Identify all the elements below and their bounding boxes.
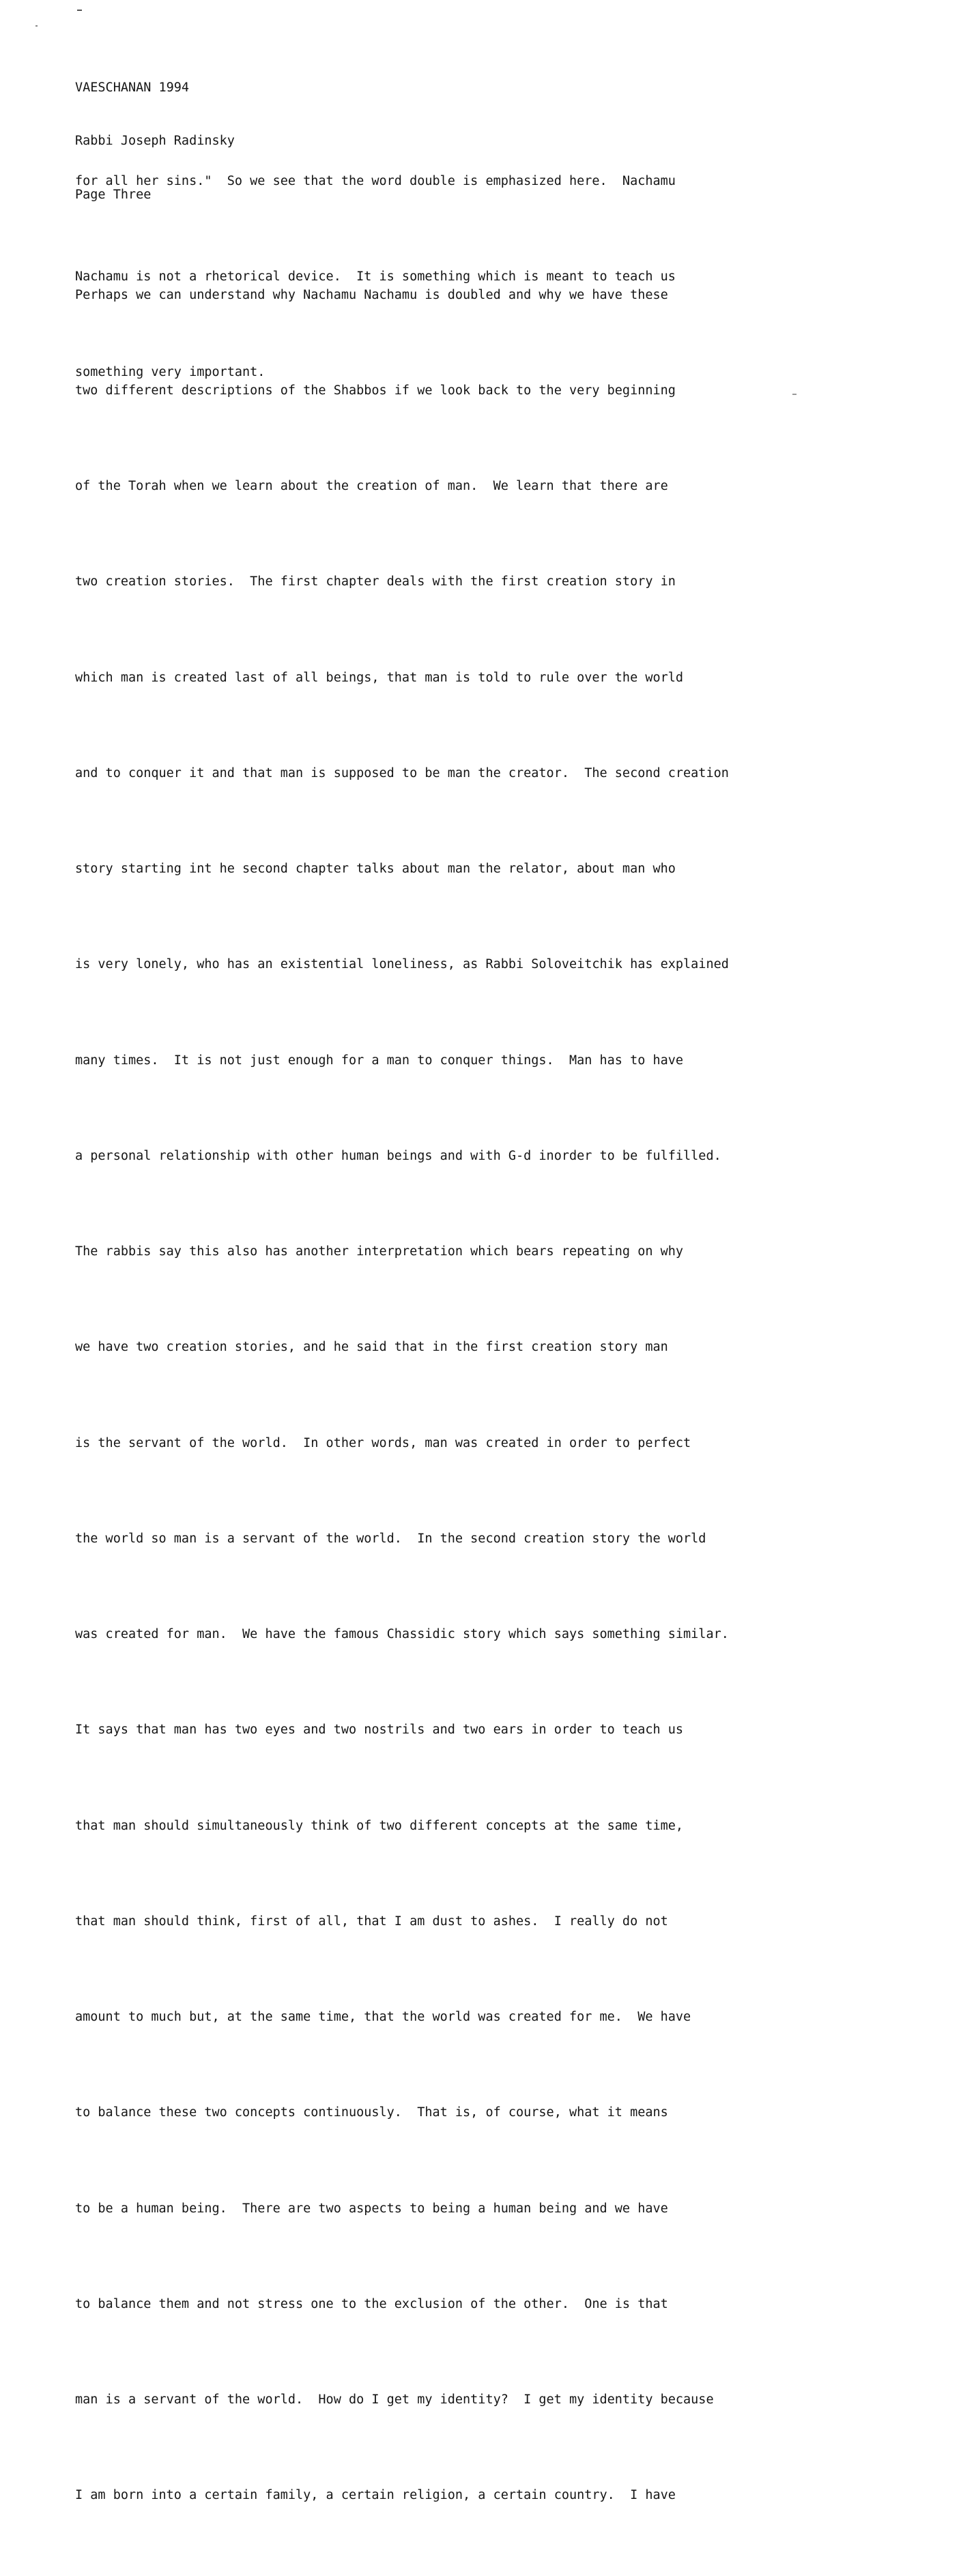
text-line: two different descriptions of the Shabbos if we look back to the very beginning <box>75 383 676 398</box>
text-line: which man is created last of all beings, that man is told to rule over the world <box>75 670 684 685</box>
text-line: that man should think, first of all, that I am dust to ashes. I really do not <box>75 1914 668 1929</box>
text-line: the world so man is a servant of the world. In the second creation story the world <box>75 1531 706 1546</box>
scan-artifact <box>77 10 82 11</box>
text-line: to be a human being. There are two aspects to being a human being and we have <box>75 2201 668 2216</box>
document-author: Rabbi Joseph Radinsky <box>75 134 235 149</box>
text-line: is the servant of the world. In other words, man was created in order to perfect <box>75 1435 691 1450</box>
text-line: something very important. <box>75 365 265 379</box>
text-line: is very lonely, who has an existential loneliness, as Rabbi Soloveitchik has explained <box>75 957 729 972</box>
text-line: amount to much but, at the same time, that the world was created for me. We have <box>75 2010 691 2024</box>
text-line: story starting int he second chapter talks about man the relator, about man who <box>75 862 676 876</box>
text-line: and to conquer it and that man is supposed to be man the creator. The second creation <box>75 765 729 780</box>
text-line: to balance them and not stress one to the exclusion of the other. One is that <box>75 2296 668 2311</box>
text-line: that man should simultaneously think of two different concepts at the same time, <box>75 1818 684 1833</box>
text-line: two creation stories. The first chapter deals with the first creation story in <box>75 574 676 589</box>
text-line: I am born into a certain family, a certain religion, a certain country. I have <box>75 2488 676 2503</box>
text-line: was created for man. We have the famous Chassidic story which says something similar. <box>75 1627 729 1641</box>
text-line: a personal relationship with other human beings and with G-d inorder to be fulfilled. <box>75 1148 721 1163</box>
text-line: man is a servant of the world. How do I get my identity? I get my identity because <box>75 2392 714 2407</box>
text-line: for all her sins." So we see that the word double is emphasized here. Nachamu <box>75 173 676 188</box>
text-line: of the Torah when we learn about the creation of man. We learn that there are <box>75 479 668 493</box>
scan-artifact <box>792 394 796 395</box>
document-title: VAESCHANAN 1994 <box>75 80 190 95</box>
scan-artifact <box>35 25 38 27</box>
text-line: The rabbis say this also has another interpretation which bears repeating on why <box>75 1244 684 1259</box>
text-line: It says that man has two eyes and two nostrils and two ears in order to teach us <box>75 1723 684 1738</box>
text-line: Perhaps we can understand why Nachamu Nachamu is doubled and why we have these <box>75 287 668 302</box>
text-line: Nachamu is not a rhetorical device. It is something which is meant to teach us <box>75 269 676 284</box>
page-number-label: Page Three <box>75 188 152 203</box>
text-line: we have two creation stories, and he said that in the first creation story man <box>75 1340 668 1355</box>
paragraph-2 <box>75 216 729 2576</box>
text-line: many times. It is not just enough for a man to conquer things. Man has to have <box>75 1053 684 1068</box>
text-line: to balance these two concepts continuously. That is, of course, what it means <box>75 2105 668 2120</box>
